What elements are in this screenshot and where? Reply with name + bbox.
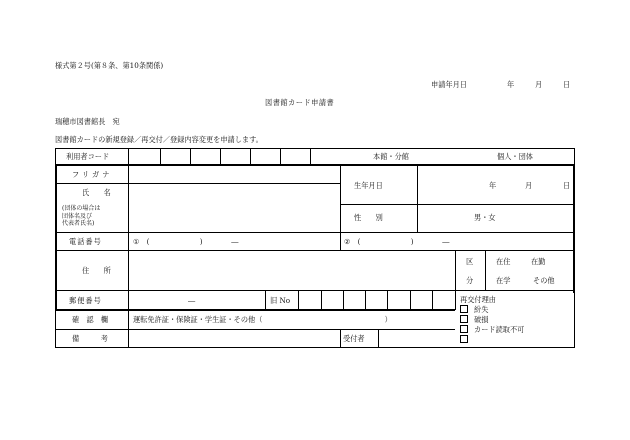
rule xyxy=(55,309,455,311)
old-number-label: 旧 No xyxy=(270,296,291,305)
rule xyxy=(55,148,56,165)
user-code-label: 利用者コード xyxy=(66,152,110,161)
rule xyxy=(220,148,221,165)
rule xyxy=(265,290,266,310)
checkbox-icon[interactable] xyxy=(460,335,468,343)
application-month: 月 xyxy=(535,80,543,89)
gender-label: 性 別 xyxy=(354,213,383,222)
application-date-label: 申請年月日 xyxy=(431,80,467,89)
rule xyxy=(310,148,311,165)
rule xyxy=(432,290,433,310)
checkbox-icon[interactable] xyxy=(460,325,468,333)
rule xyxy=(573,164,575,293)
address-field[interactable] xyxy=(128,250,455,290)
phone-label: 電話番号 xyxy=(69,237,102,246)
category-student[interactable]: 在学 xyxy=(496,276,511,285)
phone-field-2[interactable]: ② ( ) ― xyxy=(344,237,450,246)
confirmation-label: 確 認 欄 xyxy=(72,315,108,324)
rule xyxy=(455,250,456,310)
rule xyxy=(574,148,575,165)
phone-field-1[interactable]: ① ( ) ― xyxy=(133,237,239,246)
gender-choice[interactable]: 男・女 xyxy=(474,213,496,222)
rule xyxy=(387,290,388,310)
application-day: 日 xyxy=(563,80,571,89)
rule xyxy=(128,148,129,165)
category-label-top: 区 xyxy=(466,257,474,266)
application-year: 年 xyxy=(507,80,515,89)
furigana-field[interactable] xyxy=(128,164,340,183)
rule xyxy=(280,148,281,165)
confirmation-options[interactable]: 運転免許証・保険証・学生証・その他（ ） xyxy=(133,315,392,324)
furigana-label: フリガナ xyxy=(72,170,113,179)
postal-dash: ― xyxy=(188,296,196,305)
rule xyxy=(55,290,575,291)
birth-month-label: 月 xyxy=(525,181,533,190)
rule xyxy=(410,290,411,310)
rule xyxy=(340,329,341,348)
rule xyxy=(340,204,575,205)
rule xyxy=(340,164,341,232)
rule xyxy=(55,347,575,348)
checkbox-icon[interactable] xyxy=(460,315,468,323)
rule xyxy=(365,290,366,310)
name-label: 氏 名 xyxy=(82,188,111,197)
birth-day-label: 日 xyxy=(563,181,571,190)
rule xyxy=(343,290,344,310)
remarks-label: 備 考 xyxy=(72,334,108,343)
rule xyxy=(485,250,486,290)
rule xyxy=(340,232,341,250)
reissue-option[interactable]: カード読取不可 xyxy=(460,325,524,335)
postal-label: 郵便番号 xyxy=(69,296,102,305)
rule xyxy=(321,290,322,310)
rule xyxy=(417,164,418,232)
address-label: 住 所 xyxy=(82,266,111,275)
rule xyxy=(574,290,575,348)
category-other[interactable]: その他 xyxy=(533,276,555,285)
addressee: 瑞穂市図書館長 宛 xyxy=(55,117,120,126)
reissue-option[interactable]: 破損 xyxy=(460,315,488,325)
reissue-option[interactable] xyxy=(460,335,474,344)
rule xyxy=(55,232,575,233)
rule xyxy=(250,148,251,165)
category-resident[interactable]: 在住 xyxy=(496,257,511,266)
category-label-bottom: 分 xyxy=(466,276,474,285)
birth-year-label: 年 xyxy=(489,181,497,190)
rule xyxy=(190,148,191,165)
birthdate-label: 生年月日 xyxy=(354,181,383,190)
page-title: 図書館カード申請書 xyxy=(265,98,335,107)
branch-choice: 本館・分館 xyxy=(373,152,409,161)
rule xyxy=(55,329,455,330)
user-type-choice: 個人・団体 xyxy=(497,152,533,161)
rule xyxy=(378,329,379,348)
rule xyxy=(55,148,575,149)
rule xyxy=(298,290,299,310)
name-note: (団体の場合は 団体名及び 代表者氏名) xyxy=(62,205,101,227)
reissue-option[interactable]: 紛失 xyxy=(460,305,488,315)
rule xyxy=(160,148,161,165)
name-field[interactable] xyxy=(128,183,340,232)
form-number: 様式第２号(第８条、第10条関係) xyxy=(55,61,164,70)
rule xyxy=(55,164,57,310)
receiver-label: 受付者 xyxy=(343,334,365,343)
category-commuter[interactable]: 在勤 xyxy=(531,257,546,266)
intro-text: 図書館カードの新規登録／再交付／登録内容変更を申請します。 xyxy=(55,135,263,144)
reissue-title: 再交付理由 xyxy=(460,295,496,304)
checkbox-icon[interactable] xyxy=(460,305,468,313)
